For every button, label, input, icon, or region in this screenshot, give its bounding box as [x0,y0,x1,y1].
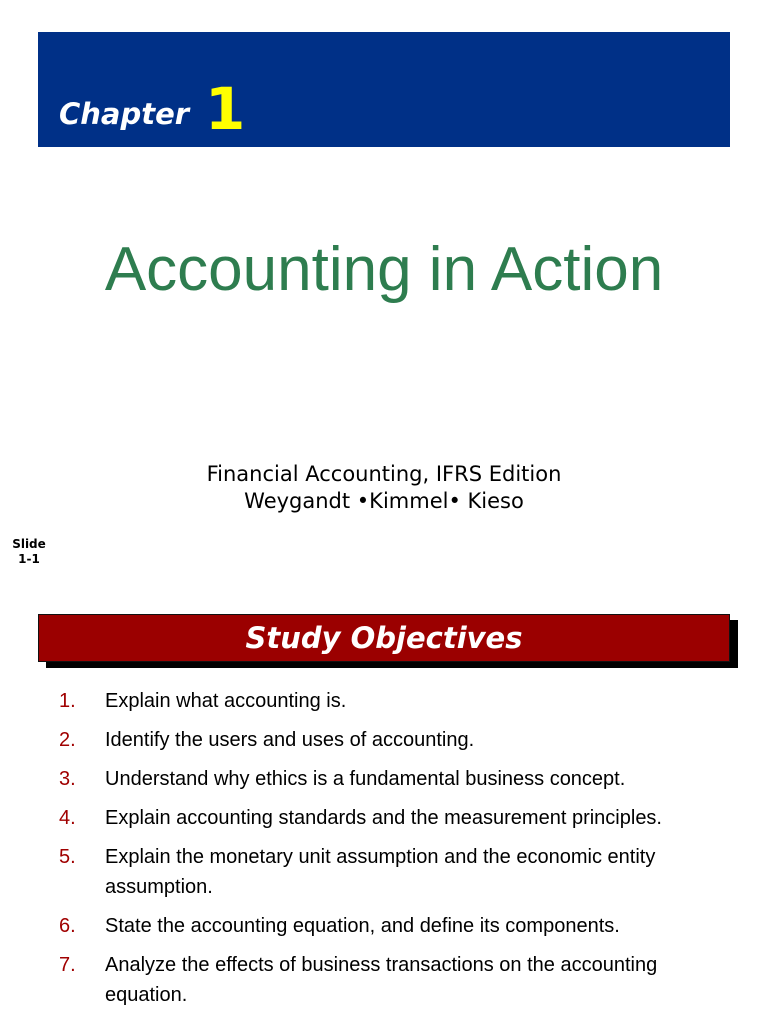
objective-text: Explain the monetary unit assumption and the economic entity assumption. [105,846,656,898]
objective-item [0,764,768,794]
objective-number: 7. [59,954,76,976]
slide-number-value: 1-1 [18,552,40,566]
page-title: Accounting in Action [104,235,664,304]
objective-number: 1. [59,690,76,712]
objective-number: 6. [59,915,76,937]
objective-text: Explain accounting standards and the measurement principles. [105,807,662,829]
objective-number: 2. [59,729,76,751]
objective-item [0,911,768,941]
book-info [0,461,768,515]
objective-text: Understand why ethics is a fundamental business concept. [105,768,626,790]
book-authors: Weygandt •Kimmel• Kieso [244,489,524,513]
objective-item [0,842,768,902]
objective-text: Identify the users and uses of accounting. [105,729,475,751]
slide-label: Slide [12,537,46,551]
objective-item [0,803,768,833]
objective-number: 3. [59,768,76,790]
objective-number: 4. [59,807,76,829]
book-edition: Financial Accounting, IFRS Edition [206,462,562,486]
chapter-number: 1 [205,75,246,143]
objective-text: Explain what accounting is. [105,690,347,712]
study-objectives-heading: Study Objectives [245,621,523,655]
objective-item [0,725,768,755]
study-objectives-banner [38,614,730,662]
study-objectives-list [0,686,768,1019]
chapter-label: Chapter [59,97,190,131]
chapter-banner [38,32,730,147]
objective-item [0,950,768,1010]
objective-number: 5. [59,846,76,868]
objective-item [0,686,768,716]
objective-text: State the accounting equation, and define its components. [105,915,620,937]
slide-number [8,537,50,567]
objective-text: Analyze the effects of business transactions on the accounting equation. [105,954,658,1006]
